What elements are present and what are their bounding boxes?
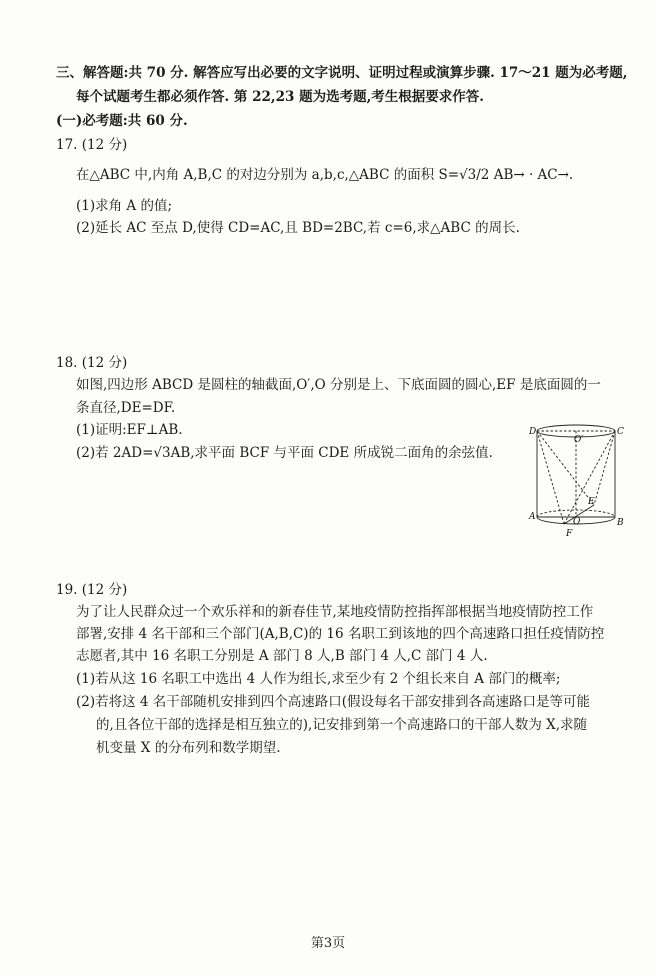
q17-stem: 在△ABC 中,内角 A,B,C 的对边分别为 a,b,c,△ABC 的面积 S=√3/2 AB→ · AC→.: [76, 167, 574, 183]
q18-stem-line1: 如图,四边形 ABCD 是圆柱的轴截面,O′,O 分别是上、下底面圆的圆心,EF 是底面圆的一: [76, 377, 601, 393]
fig-label-F: F: [566, 529, 573, 539]
q19-part2-line2: 的,且各位干部的选择是相互独立的),记安排到第一个高速路口的干部人数为 X,求随: [96, 717, 588, 733]
q19-number: 19. (12 分): [56, 582, 128, 598]
fig-label-C: C: [617, 427, 624, 437]
q18-part2: (2)若 2AD=√3AB,求平面 BCF 与平面 CDE 所成锐二面角的余弦值.: [76, 445, 493, 461]
q19-part2-line1: (2)若将这 4 名干部随机安排到四个高速路口(假设每名干部安排到各高速路口是等可能: [76, 694, 591, 710]
fig-label-D: D: [529, 427, 537, 437]
fig-label-E: E: [588, 497, 595, 507]
q17-part2: (2)延长 AC 至点 D,使得 CD=AC,且 BD=2BC,若 c=6,求△ABC 的周长.: [76, 220, 520, 236]
fig-label-O-top: O′: [574, 435, 584, 445]
fig-label-B: B: [617, 518, 624, 528]
q19-stem-line1: 为了让人民群众过一个欢乐祥和的新春佳节,某地疫情防控指挥部根据当地疫情防控工作: [76, 604, 594, 620]
fig-label-O: O: [573, 517, 581, 527]
q18-part1: (1)证明:EF⊥AB.: [76, 422, 183, 438]
section-heading-line1: 三、解答题:共 70 分. 解答应写出必要的文字说明、证明过程或演算步骤. 17～21 题为必考题,: [56, 65, 628, 81]
q19-part1: (1)若从这 16 名职工中选出 4 人作为组长,求至少有 2 个组长来自 A 部门的概率;: [76, 671, 561, 687]
q19-stem-line3: 志愿者,其中 16 名职工分别是 A 部门 8 人,B 部门 4 人,C 部门 4 人.: [76, 648, 488, 664]
fig-label-A: A: [529, 512, 536, 522]
q19-part2-line3: 机变量 X 的分布列和数学期望.: [96, 740, 281, 756]
section-heading-line2: 每个试题考生都必须作答. 第 22,23 题为选考题,考生根据要求作答.: [76, 89, 484, 105]
page-number: 第3页: [310, 936, 346, 951]
q17-part1: (1)求角 A 的值;: [76, 198, 173, 214]
q18-stem-line2: 条直径,DE=DF.: [76, 400, 176, 416]
q19-stem-line2: 部署,安排 4 名干部和三个部门(A,B,C)的 16 名职工到该地的四个高速路口担任疫情防控: [76, 626, 605, 642]
q17-number: 17. (12 分): [56, 137, 128, 153]
q18-number: 18. (12 分): [56, 355, 128, 371]
cylinder-figure: [526, 418, 626, 543]
sub-heading: (一)必考题:共 60 分.: [56, 113, 188, 129]
